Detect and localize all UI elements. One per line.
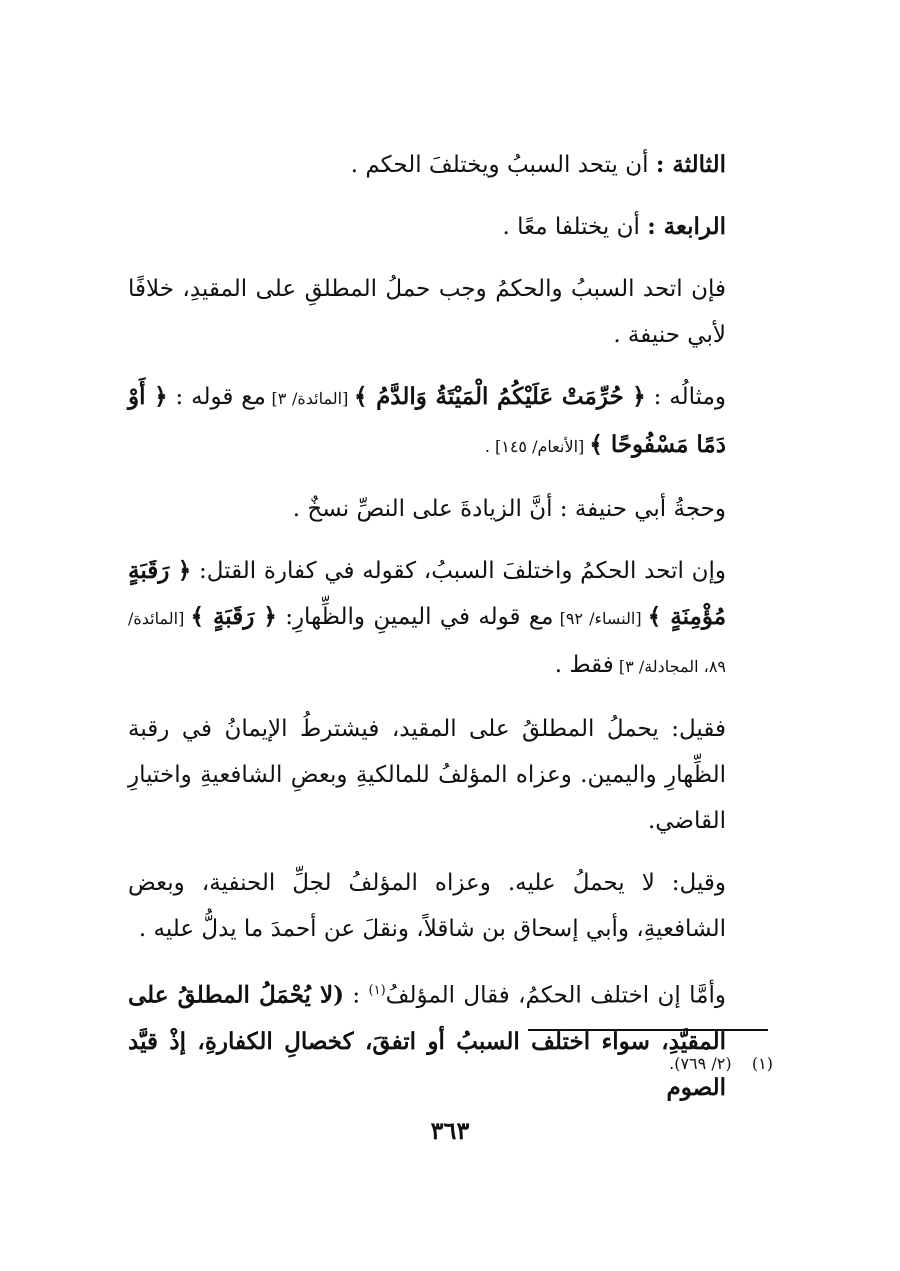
quran-quote: ﴿ أَوْ دَمًا مَسْفُوحًا ﴾ xyxy=(128,383,726,458)
paragraph-different-cause xyxy=(128,548,726,690)
paragraph-text: فإن اتحد السببُ والحكمُ وجب حملُ المطلقِ على المقيدِ، خلافًا لأبي حنيفة . xyxy=(128,276,726,348)
paragraph-text: وقيل: لا يحملُ عليه. وعزاه المؤلفُ لجلِّ الحنفية، وبعض الشافعيةِ، وأبي إسحاق بن شاقلاً، ونقلَ عن أحمدَ ما يدلُّ عليه . xyxy=(128,870,726,942)
page-number: ٣٦٣ xyxy=(430,1116,470,1145)
paragraph-text: : xyxy=(344,982,369,1009)
paragraph-same-cause-and-ruling xyxy=(128,266,726,358)
verse-citation: [الأنعام/ ١٤٥] . xyxy=(484,437,590,456)
paragraph-lead: ومثالُه : xyxy=(645,384,727,410)
quran-quote: ﴿ رَقَبَةٍ مُؤْمِنَةٍ ﴾ xyxy=(128,557,727,630)
paragraph-first-opinion xyxy=(128,706,726,844)
case-text: أن يختلفا معًا . xyxy=(502,214,648,240)
case-text: أن يتحد السببُ ويختلفَ الحكم . xyxy=(350,152,656,178)
paragraph-text: فقيل: يحملُ المطلقُ على المقيد، فيشترطُ الإيمانُ في رقبة الظِّهارِ واليمين. وعزاه المؤلفُ للمالكيةِ وبعضِ الشافعيةِ واختيارِ القاضي. xyxy=(128,716,726,834)
paragraph-fourth-case xyxy=(128,204,726,250)
paragraph-lead: وأمَّا إن اختلف الحكمُ، فقال المؤلفُ xyxy=(385,982,726,1009)
verse-citation: [النساء/ ٩٢] xyxy=(553,609,648,628)
paragraph-text: مع قوله : xyxy=(167,384,266,410)
main-text xyxy=(128,142,726,1127)
footnote-text: (٢/ ٧٦٩). xyxy=(669,1054,732,1073)
paragraph-text: فقط . xyxy=(554,652,614,678)
paragraph-different-ruling xyxy=(128,968,726,1111)
case-label: الرابعة : xyxy=(647,213,726,240)
footnote-number: (١) xyxy=(751,1054,773,1073)
quran-quote: ﴿ رَقَبَةٍ ﴾ xyxy=(190,603,277,630)
paragraph-text: وحجةُ أبي حنيفة : أنَّ الزيادةَ على النصِّ نسخٌ . xyxy=(292,496,726,522)
paragraph-abu-hanifa-argument xyxy=(128,486,726,532)
paragraph-example xyxy=(128,374,726,470)
verse-citation: [المائدة/ ٣] xyxy=(265,389,354,408)
paragraph-text: مع قوله في اليمينِ والظِّهارِ: xyxy=(276,604,554,630)
footnote xyxy=(669,1054,773,1073)
footnote-reference: (١) xyxy=(368,983,386,998)
verse-citation: [المائدة/ ٨٩، المجادلة/ ٣] xyxy=(128,609,726,676)
paragraph-third-case xyxy=(128,142,726,188)
author-quote: (لا يُحْمَلُ المطلقُ على المقيَّدِ، سواء اختلف السببُ أو اتفقَ، كخصالِ الكفارةِ، إذْ قيَّد الصوم xyxy=(128,981,726,1101)
paragraph-lead: وإن اتحد الحكمُ واختلفَ السببُ، كقوله في كفارة القتل: xyxy=(191,558,726,584)
quran-quote: ﴿ حُرِّمَتْ عَلَيْكُمُ الْمَيْتَةُ وَالدَّمُ ﴾ xyxy=(354,383,646,410)
paragraph-second-opinion xyxy=(128,860,726,952)
footnote-divider xyxy=(528,1029,768,1031)
case-label: الثالثة : xyxy=(655,151,726,178)
